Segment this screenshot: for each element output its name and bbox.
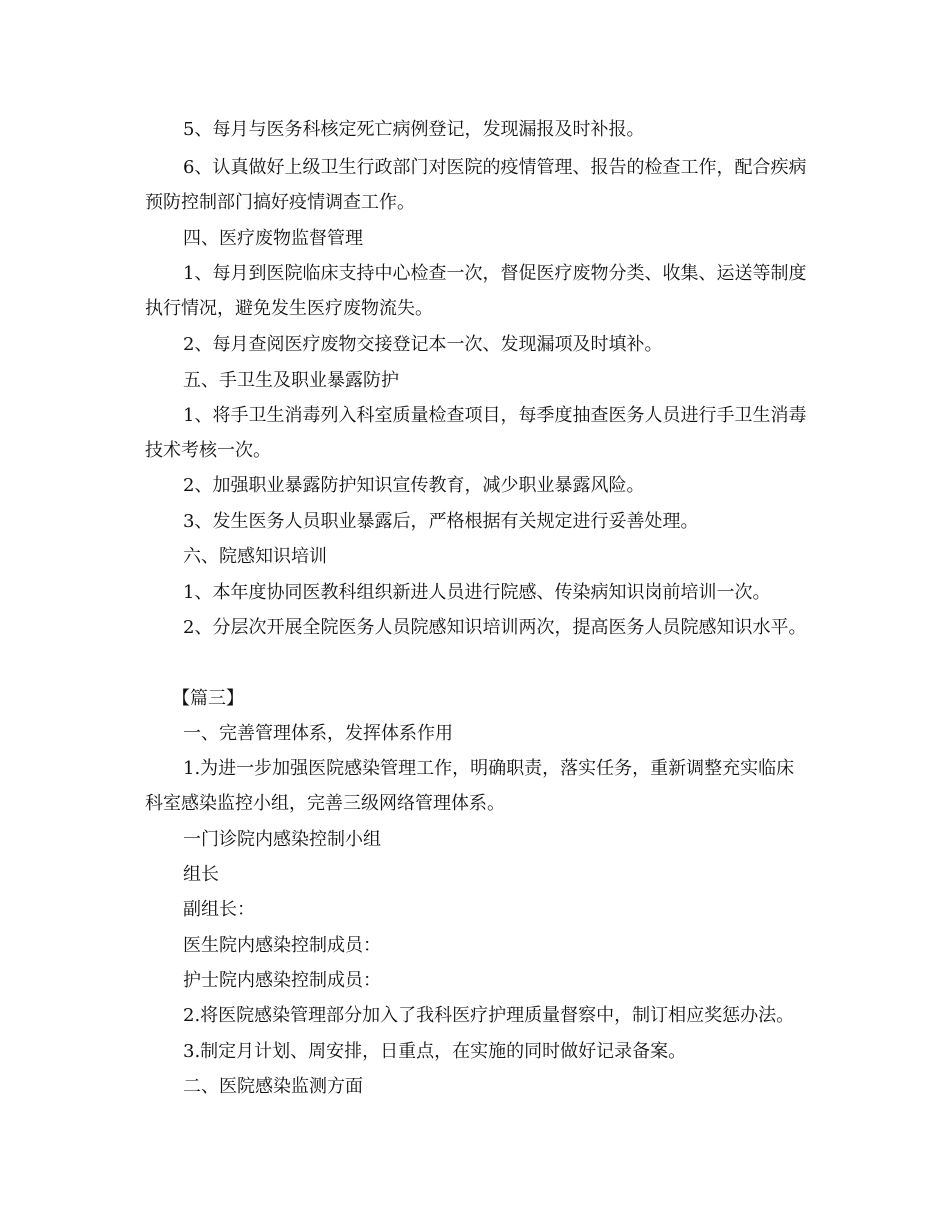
paragraph: 2、分层次开展全院医务人员院感知识培训两次，提高医务人员院感知识水平。 xyxy=(183,617,807,638)
paragraph: 1、每月到医院临床支持中心检查一次，督促医疗废物分类、收集、运送等制度执行情况，避免发生医疗废物流失。 xyxy=(145,263,807,319)
paragraph: 医生院内感染控制成员： xyxy=(183,935,381,956)
paragraph: 5、每月与医务科核定死亡病例登记，发现漏报及时补报。 xyxy=(183,119,645,140)
paragraph: 组长 xyxy=(183,864,219,885)
paragraph: 1、本年度协同医教科组织新进人员进行院感、传染病知识岗前培训一次。 xyxy=(183,582,771,603)
section-heading: 五、手卫生及职业暴露防护 xyxy=(183,370,399,391)
part-heading: 【篇三】 xyxy=(172,688,244,709)
paragraph: 护士院内感染控制成员： xyxy=(183,970,381,991)
paragraph: 6、认真做好上级卫生行政部门对医院的疫情管理、报告的检查工作，配合疾病预防控制部门搞好疫情调查工作。 xyxy=(145,157,807,213)
paragraph: 3、发生医务人员职业暴露后，严格根据有关规定进行妥善处理。 xyxy=(183,511,699,532)
paragraph: 一门诊院内感染控制小组 xyxy=(183,829,381,850)
paragraph: 副组长： xyxy=(183,899,255,920)
section-heading: 六、院感知识培训 xyxy=(183,546,327,567)
section-heading: 一、完善管理体系，发挥体系作用 xyxy=(183,723,453,744)
paragraph: 2.将医院感染管理部分加入了我科医疗护理质量督察中，制订相应奖惩办法。 xyxy=(183,1005,795,1026)
section-heading: 二、医院感染监测方面 xyxy=(183,1076,363,1097)
paragraph: 2、加强职业暴露防护知识宣传教育，减少职业暴露风险。 xyxy=(183,475,645,496)
paragraph: 1.为进一步加强医院感染管理工作，明确职责，落实任务，重新调整充实临床科室感染监控小组，完善三级网络管理体系。 xyxy=(145,758,795,814)
section-heading: 四、医疗废物监督管理 xyxy=(183,228,363,249)
paragraph: 2、每月查阅医疗废物交接登记本一次、发现漏项及时填补。 xyxy=(183,334,663,355)
paragraph: 1、将手卫生消毒列入科室质量检查项目，每季度抽查医务人员进行手卫生消毒技术考核一次。 xyxy=(145,405,807,461)
paragraph: 3.制定月计划、周安排，日重点，在实施的同时做好记录备案。 xyxy=(183,1041,687,1062)
